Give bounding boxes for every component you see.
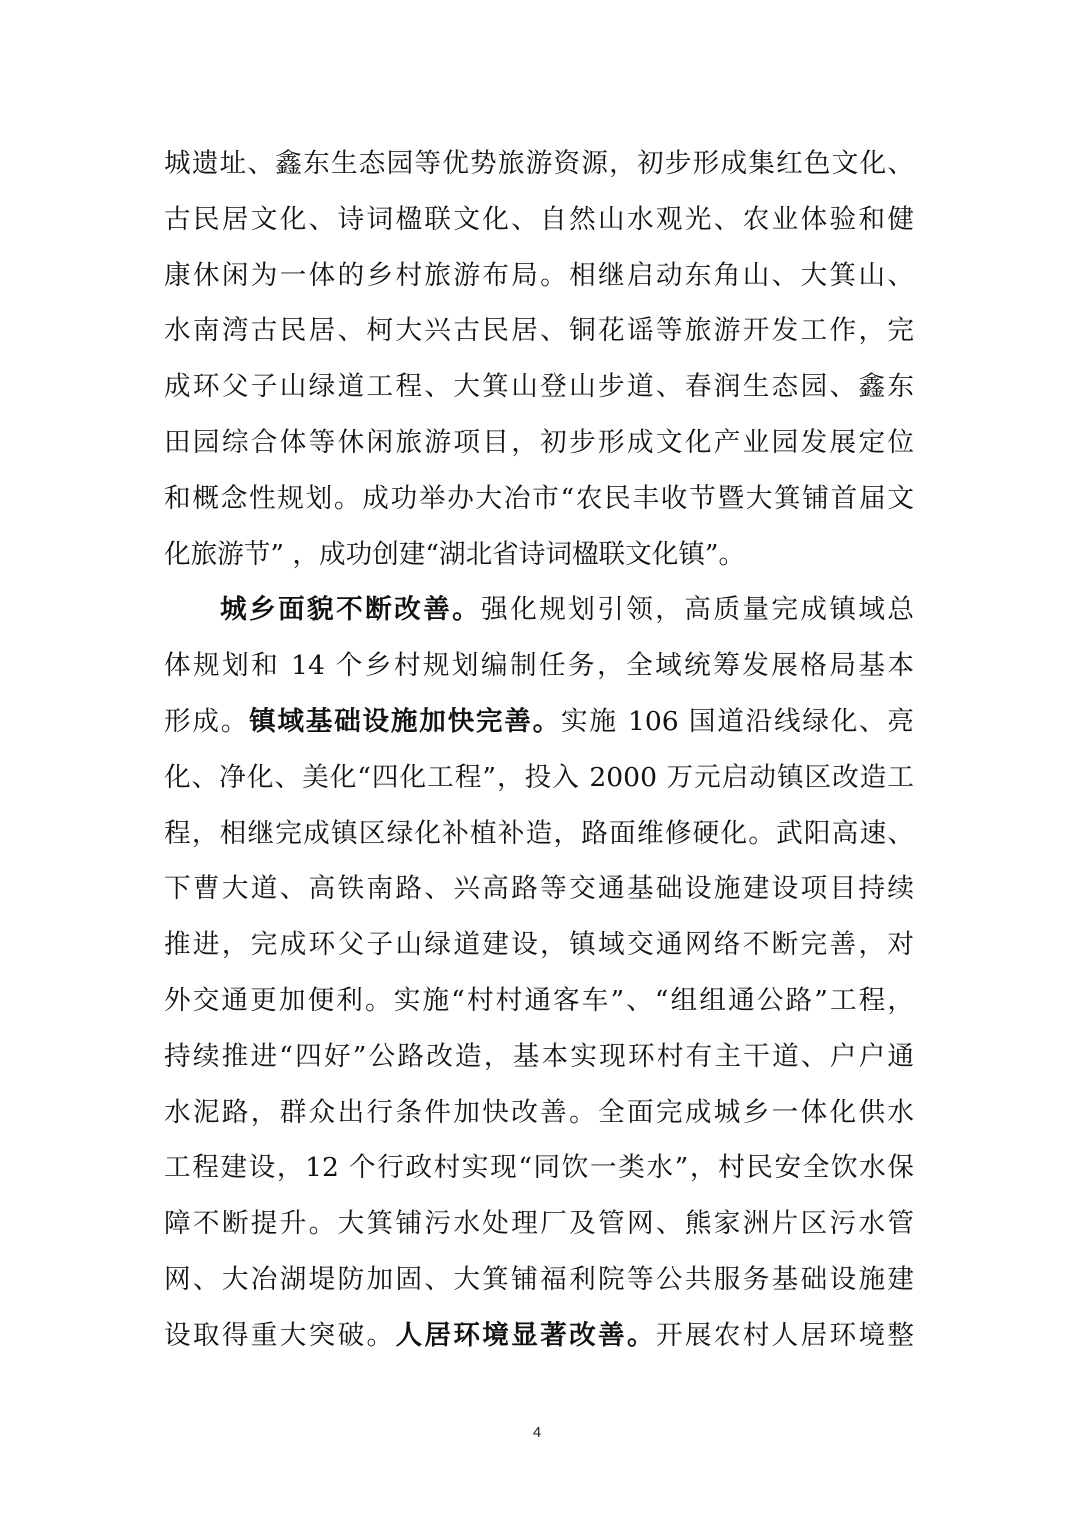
text-line [164,917,914,973]
text-segment: 推进，完成环父子山绿道建设，镇域交通网络不断完善，对 [164,929,914,961]
text-segment: 和概念性规划。成功举办大冶市“农民丰收节暨大箕铺首届文 [164,482,914,514]
text-segment: 古民居文化、诗词楹联文化、自然山水观光、农业体验和健 [164,203,914,235]
text-line [164,750,914,806]
text-line [164,1252,914,1308]
section-heading-living-environment: 人居环境显著改善。 [395,1319,656,1351]
page-number: 4 [532,1424,542,1441]
text-segment: 水南湾古民居、柯大兴古民居、铜花谣等旅游开发工作，完 [164,315,914,347]
text-line [164,136,914,192]
text-line [164,806,914,862]
section-heading-urban-rural: 城乡面貌不断改善。 [220,594,482,626]
text-line [164,248,914,304]
text-segment: 成环父子山绿道工程、大箕山登山步道、春润生态园、鑫东 [164,371,914,403]
text-segment: 强化规划引领，高质量完成镇域总 [481,594,914,626]
text-segment: 形成。 [164,705,250,737]
text-line [164,1140,914,1196]
text-segment: 水泥路，群众出行条件加快改善。全面完成城乡一体化供水 [164,1096,914,1128]
text-line [164,861,914,917]
text-line [164,694,914,750]
text-line [164,415,914,471]
text-segment: 下曹大道、高铁南路、兴高路等交通基础设施建设项目持续 [164,873,914,905]
text-segment: 持续推进“四好”公路改造，基本实现环村有主干道、户户通 [164,1040,914,1072]
text-segment: 康休闲为一体的乡村旅游布局。相继启动东角山、大箕山、 [164,259,914,291]
text-line [164,1196,914,1252]
text-segment: 工程建设，12 个行政村实现“同饮一类水”，村民安全饮水保 [164,1152,914,1184]
text-segment: 化旅游节” ，成功创建“湖北省诗词楹联文化镇”。 [164,538,746,570]
text-line [164,638,914,694]
text-segment: 程，相继完成镇区绿化补植补造，路面维修硬化。武阳高速、 [164,817,914,849]
body-text [164,136,914,1364]
text-segment: 实施 106 国道沿线绿化、亮 [561,705,914,737]
section-heading-infrastructure: 镇域基础设施加快完善。 [249,705,562,737]
text-line [164,192,914,248]
text-line [164,582,914,638]
text-segment: 设取得重大突破。 [164,1319,396,1351]
text-segment: 体规划和 14 个乡村规划编制任务，全域统筹发展格局基本 [164,650,914,682]
text-line [164,303,914,359]
text-line [164,1085,914,1141]
text-line [164,359,914,415]
text-segment: 田园综合体等休闲旅游项目，初步形成文化产业园发展定位 [164,426,914,458]
text-line [164,471,914,527]
text-line [164,973,914,1029]
text-line [164,1029,914,1085]
text-segment: 障不断提升。大箕铺污水处理厂及管网、熊家洲片区污水管 [164,1208,914,1240]
text-segment: 开展农村人居环境整 [655,1319,914,1351]
text-line [164,527,914,583]
text-segment: 城遗址、鑫东生态园等优势旅游资源，初步形成集红色文化、 [164,148,914,179]
text-segment: 化、净化、美化“四化工程”，投入 2000 万元启动镇区改造工 [164,761,914,793]
text-segment: 网、大冶湖堤防加固、大箕铺福利院等公共服务基础设施建 [164,1263,914,1295]
text-line [164,1308,914,1364]
text-segment: 外交通更加便利。实施“村村通客车”、“组组通公路”工程， [164,984,914,1016]
